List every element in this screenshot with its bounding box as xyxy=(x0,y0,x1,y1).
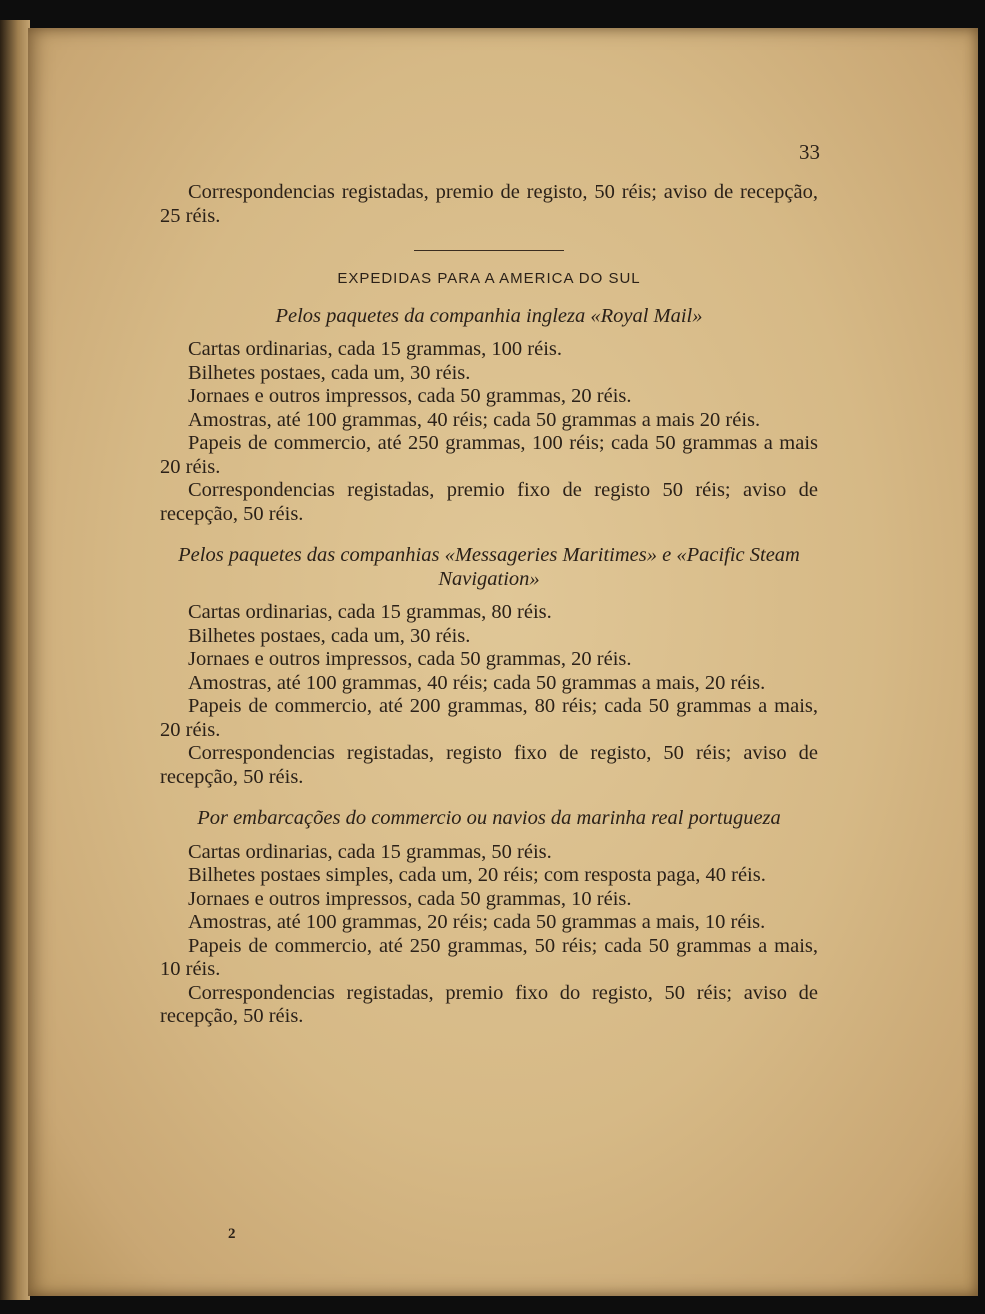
list-item: Amostras, até 100 grammas, 40 réis; cada 50 grammas a mais, 20 réis. xyxy=(188,671,766,694)
page-number: 33 xyxy=(799,140,820,164)
list-item: Papeis de commercio, até 250 grammas, 100 réis; cada 50 grammas a mais 20 réis. xyxy=(160,432,818,478)
list-item: Cartas ordinarias, cada 15 grammas, 80 réis. xyxy=(188,601,552,623)
spacer xyxy=(160,789,818,807)
section-heading: EXPEDIDAS PARA A AMERICA DO SUL xyxy=(337,270,641,287)
list-item: Correspondencias registadas, registo fixo de registo, 50 réis; aviso de recepção, 50 réis. xyxy=(160,742,818,788)
signature-mark: 2 xyxy=(228,1226,236,1242)
group-title-embarcacoes: Por embarcações do commercio ou navios da marinha real portugueza xyxy=(197,807,781,829)
spacer xyxy=(160,526,818,544)
book-page xyxy=(28,28,978,1296)
intro-paragraph: Correspondencias registadas, premio de registo, 50 réis; aviso de recepção, 25 réis. xyxy=(160,181,818,227)
list-item: Cartas ordinarias, cada 15 grammas, 100 réis. xyxy=(188,338,563,360)
group-title-royal-mail: Pelos paquetes da companhia ingleza «Royal Mail» xyxy=(275,304,703,327)
list-item: Bilhetes postaes simples, cada um, 20 réis; com resposta paga, 40 réis. xyxy=(188,864,766,886)
list-item: Bilhetes postaes, cada um, 30 réis. xyxy=(188,361,471,384)
list-item: Correspondencias registadas, premio fixo de registo 50 réis; aviso de recepção, 50 réis. xyxy=(160,479,818,525)
list-item: Amostras, até 100 grammas, 40 réis; cada 50 grammas a mais 20 réis. xyxy=(188,408,761,431)
list-item: Correspondencias registadas, premio fixo do registo, 50 réis; aviso de recepção, 50 réis. xyxy=(160,981,818,1027)
list-item: Jornaes e outros impressos, cada 50 grammas, 10 réis. xyxy=(188,887,632,910)
page-content xyxy=(160,181,818,1029)
list-item: Amostras, até 100 grammas, 20 réis; cada 50 grammas a mais, 10 réis. xyxy=(188,911,766,933)
group-title-messageries: Pelos paquetes das companhias «Messageries Maritimes» e «Pacific Steam Navigation» xyxy=(178,544,800,590)
list-item: Papeis de commercio, até 250 grammas, 50 réis; cada 50 grammas a mais, 10 réis. xyxy=(160,934,818,980)
section-divider xyxy=(414,250,564,251)
list-item: Jornaes e outros impressos, cada 50 grammas, 20 réis. xyxy=(188,385,632,407)
list-item: Papeis de commercio, até 200 grammas, 80 réis; cada 50 grammas a mais, 20 réis. xyxy=(160,695,818,741)
list-item: Jornaes e outros impressos, cada 50 grammas, 20 réis. xyxy=(188,648,632,670)
list-item: Bilhetes postaes, cada um, 30 réis. xyxy=(188,624,471,647)
left-page-edge xyxy=(0,20,30,1300)
list-item: Cartas ordinarias, cada 15 grammas, 50 réis. xyxy=(188,840,552,863)
